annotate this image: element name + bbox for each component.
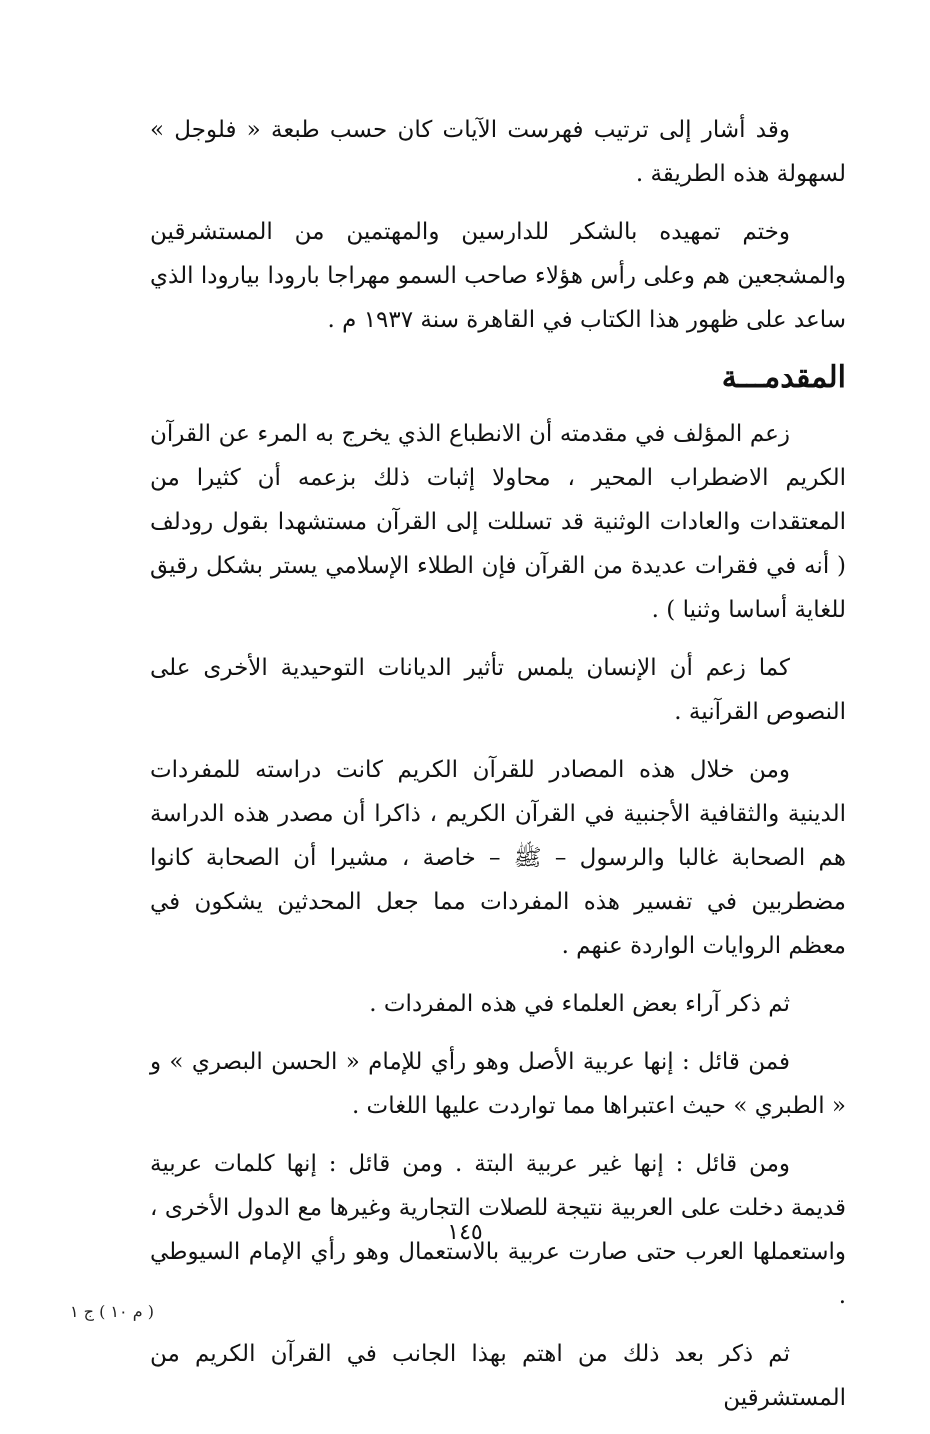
paragraph-acknowledgements: وختم تمهيده بالشكر للدارسين والمهتمين من المستشرقين والمشجعين هم وعلى رأس هؤلاء صاحب السمو مهراجا بارودا بيارودا الذي ساعد على ظهور هذا الكتاب في القاهرة سنة ١٩٣٧ م . xyxy=(150,219,846,333)
paragraph-non-arabic: ومن قائل : إنها غير عربية البتة . ومن قائل : إنها كلمات عربية قديمة دخلت على العربية نتيجة للصلات التجارية وغيرها مع الدول الأخرى ، واستعملها العرب حتى صارت عربية بالاستعمال وهو رأي الإمام السيوطي . xyxy=(150,1151,846,1309)
paragraph-index-method: وقد أشار إلى ترتيب فهرست الآيات كان حسب طبعة « فلوجل » لسهولة هذه الطريقة . xyxy=(150,117,846,187)
section-heading-introduction: المقدمـــة xyxy=(721,360,846,395)
paragraph-orientalists: ثم ذكر بعد ذلك من اهتم بهذا الجانب في القرآن الكريم من المستشرقين xyxy=(150,1341,846,1411)
paragraph-sources-study: ومن خلال هذه المصادر للقرآن الكريم كانت دراسته للمفردات الدينية والثقافية الأجنبية في القرآن الكريم ، ذاكرا أن مصدر هذه الدراسة هم الصحابة غالبا والرسول – ﷺ – خاصة ، مشيرا أن الصحابة كانوا مضطربين في تفسير هذه المفردات مما جعل المحدثين يشكون في معظم الروايات الواردة عنهم . xyxy=(150,757,846,959)
paragraph-monotheistic-influence: كما زعم أن الإنسان يلمس تأثير الديانات التوحيدية الأخرى على النصوص القرآنية . xyxy=(150,655,846,725)
page-number: ١٤٥ xyxy=(447,1220,483,1245)
paragraph-scholars-opinions: ثم ذكر آراء بعض العلماء في هذه المفردات . xyxy=(369,991,790,1017)
paragraph-arabic-origin: فمن قائل : إنها عربية الأصل وهو رأي للإمام « الحسن البصري » و « الطبري » حيث اعتبراها مما تواردت عليها اللغات . xyxy=(150,1049,846,1119)
paragraph-author-claim: زعم المؤلف في مقدمته أن الانطباع الذي يخرج به المرء عن القرآن الكريم الاضطراب المحير ، محاولا إثبات ذلك بزعمه أن كثيرا من المعتقدات والعادات الوثنية قد تسللت إلى القرآن مستشهدا بقول رودلف ( أنه في فقرات عديدة من القرآن فإن الطلاء الإسلامي يستر بشكل رقيق للغاية أساسا وثنيا ) . xyxy=(150,421,846,623)
printer-signature: ( م ١٠ ) ج ١ xyxy=(70,1302,154,1321)
